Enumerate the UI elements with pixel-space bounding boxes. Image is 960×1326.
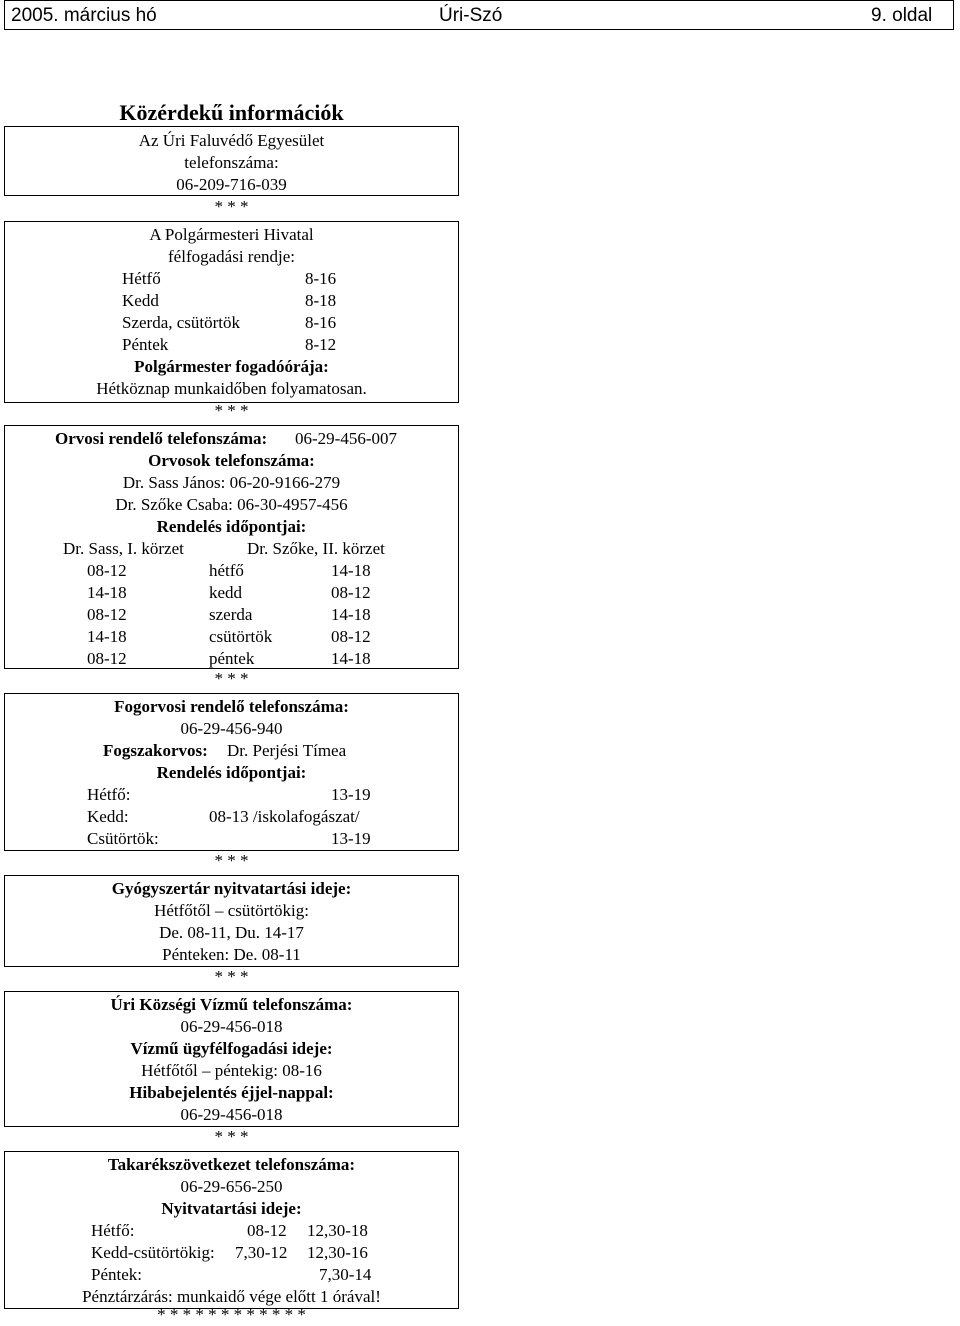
- gyogyszertar-l2: De. 08-11, Du. 14-17: [159, 923, 304, 942]
- takarek-day: Hétfő:: [91, 1221, 135, 1240]
- hivatal-name: A Polgármesteri Hivatal: [149, 225, 314, 244]
- fogorvos-time: 13-19: [331, 785, 371, 804]
- separator: * * *: [214, 401, 249, 420]
- orvos-table-row: [5, 604, 458, 626]
- hivatal-time: 8-12: [305, 335, 337, 354]
- fogorvos-day: Csütörtök:: [87, 829, 159, 848]
- fogorvos-phone: 06-29-456-940: [180, 719, 283, 738]
- day: szerda: [209, 605, 253, 624]
- hivatal-hours-label: félfogadási rendje:: [168, 247, 295, 266]
- fogorvos-box: [4, 693, 459, 851]
- page-title: Közérdekű információk: [119, 100, 344, 125]
- fogorvos-row: [5, 784, 458, 806]
- orvosok-label: Orvosok telefonszáma:: [148, 451, 315, 470]
- hivatal-day: Hétfő: [122, 269, 161, 288]
- hivatal-row: [5, 268, 458, 290]
- fogszakorvos-name: Dr. Perjési Tímea: [227, 741, 347, 760]
- mayor-hours-label: Polgármester fogadóórája:: [134, 357, 329, 376]
- orvos-rendelo-phone: 06-29-456-007: [295, 429, 397, 448]
- vizmu-phone: 06-29-456-018: [180, 1017, 283, 1036]
- hivatal-day: Kedd: [122, 291, 159, 310]
- hivatal-time: 8-18: [305, 291, 337, 310]
- day: péntek: [209, 649, 255, 668]
- takarek-time-pm: 12,30-16: [307, 1243, 368, 1262]
- hivatal-time: 8-16: [305, 269, 337, 288]
- fogszakorvos-line: [5, 740, 458, 762]
- header-date: 2005. március hó: [11, 5, 157, 26]
- takarek-box: [4, 1151, 459, 1309]
- hivatal-row: [5, 334, 458, 356]
- gyogyszertar-l1: Hétfőtől – csütörtökig:: [154, 901, 309, 920]
- separator: * * *: [214, 851, 249, 870]
- sass-time: 08-12: [87, 561, 127, 580]
- takarek-penztar: Pénztárzárás: munkaidő vége előtt 1 órával!: [82, 1287, 381, 1306]
- gyogyszertar-label: Gyógyszertár nyitvatartási ideje:: [111, 879, 352, 898]
- takarek-day: Péntek:: [91, 1265, 142, 1284]
- vizmu-hiba-phone: 06-29-456-018: [180, 1105, 283, 1124]
- orvos-rendelo-line: [5, 428, 458, 450]
- takarek-phone: 06-29-656-250: [180, 1177, 283, 1196]
- szoke-time: 14-18: [331, 561, 371, 580]
- orvos-box: [4, 425, 459, 669]
- gyogyszertar-box: [4, 875, 459, 967]
- col-header-sass: Dr. Sass, I. körzet: [63, 539, 184, 558]
- separator: * * *: [214, 1127, 249, 1146]
- takarek-day: Kedd-csütörtökig:: [91, 1243, 215, 1262]
- hivatal-time: 8-16: [305, 313, 337, 332]
- hivatal-row: [5, 290, 458, 312]
- separator: * * *: [214, 197, 249, 216]
- takarek-label: Takarékszövetkezet telefonszáma:: [107, 1155, 356, 1174]
- szoke-time: 08-12: [331, 627, 371, 646]
- hivatal-box: [4, 221, 459, 403]
- page-header: [4, 0, 954, 30]
- orvos-rendeles-label: Rendelés időpontjai:: [156, 517, 307, 536]
- takarek-row: [5, 1242, 458, 1264]
- fogszakorvos-label: Fogszakorvos:: [103, 741, 208, 760]
- header-page-number: 9. oldal: [871, 5, 933, 26]
- hivatal-day: Szerda, csütörtök: [122, 313, 241, 332]
- takarek-time-pm: 12,30-18: [307, 1221, 368, 1240]
- sass-time: 08-12: [87, 605, 127, 624]
- faluvedo-phone-label: telefonszáma:: [184, 153, 279, 172]
- fogorvos-time: 13-19: [331, 829, 371, 848]
- fogorvos-label: Fogorvosi rendelő telefonszáma:: [114, 697, 349, 716]
- faluvedo-name: Az Úri Faluvédő Egyesület: [138, 131, 325, 150]
- fogorvos-time: 08-13 /iskolafogászat/: [209, 807, 360, 826]
- hivatal-row: [5, 312, 458, 334]
- sass-time: 14-18: [87, 583, 127, 602]
- takarek-nyitva-label: Nyitvatartási ideje:: [161, 1199, 302, 1218]
- szoke-time: 14-18: [331, 605, 371, 624]
- vizmu-label: Úri Községi Vízmű telefonszáma:: [110, 995, 353, 1014]
- vizmu-ugyfel-text: Hétfőtől – péntekig: 08-16: [141, 1061, 322, 1080]
- faluvedo-phone: 06-209-716-039: [176, 175, 287, 194]
- orvos-table-row: [5, 582, 458, 604]
- day: hétfő: [209, 561, 244, 580]
- orvos-table-row: [5, 560, 458, 582]
- gyogyszertar-l3: Pénteken: De. 08-11: [162, 945, 301, 964]
- sass-time: 08-12: [87, 649, 127, 668]
- szoke-time: 14-18: [331, 649, 371, 668]
- faluvedo-box: [4, 126, 459, 196]
- col-header-szoke: Dr. Szőke, II. körzet: [247, 539, 385, 558]
- takarek-time-am: 7,30-12: [235, 1243, 288, 1262]
- vizmu-box: [4, 991, 459, 1127]
- vizmu-hiba-label: Hibabejelentés éjjel-nappal:: [129, 1083, 334, 1102]
- fogorvos-rendeles-label: Rendelés időpontjai:: [156, 763, 307, 782]
- header-publication: Úri-Szó: [439, 5, 503, 26]
- orvos-table-header: [5, 538, 458, 560]
- day: kedd: [209, 583, 243, 602]
- separator: * * *: [214, 669, 249, 688]
- separator: * * *: [214, 967, 249, 986]
- hivatal-day: Péntek: [122, 335, 169, 354]
- takarek-row: [5, 1264, 458, 1286]
- fogorvos-row: [5, 828, 458, 850]
- fogorvos-day: Kedd:: [87, 807, 129, 826]
- vizmu-ugyfel-label: Vízmű ügyfélfogadási ideje:: [130, 1039, 333, 1058]
- day: csütörtök: [209, 627, 273, 646]
- szoke-time: 08-12: [331, 583, 371, 602]
- mayor-hours-text: Hétköznap munkaidőben folyamatosan.: [96, 379, 367, 398]
- takarek-time-pm: 7,30-14: [319, 1265, 372, 1284]
- takarek-time-am: 08-12: [247, 1221, 287, 1240]
- dr-szoke-phone: Dr. Szőke Csaba: 06-30-4957-456: [115, 495, 348, 514]
- dr-sass-phone: Dr. Sass János: 06-20-9166-279: [122, 473, 341, 492]
- orvos-table-row: [5, 626, 458, 648]
- takarek-row: [5, 1220, 458, 1242]
- fogorvos-row: [5, 806, 458, 828]
- fogorvos-day: Hétfő:: [87, 785, 131, 804]
- final-separator: * * * * * * * * * * * *: [157, 1305, 306, 1324]
- orvos-table-row: [5, 648, 458, 670]
- sass-time: 14-18: [87, 627, 127, 646]
- orvos-rendelo-label: Orvosi rendelő telefonszáma:: [55, 429, 268, 448]
